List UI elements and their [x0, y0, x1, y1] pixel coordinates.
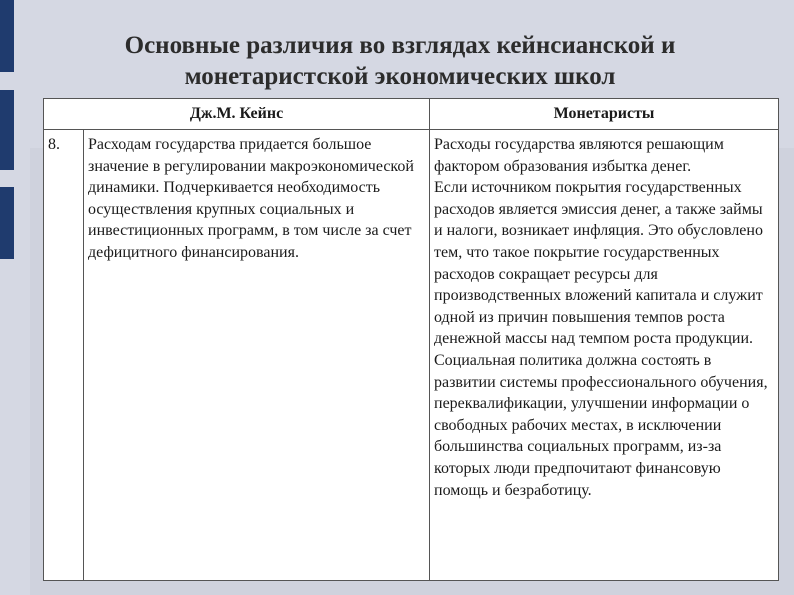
cell-keynes — [84, 130, 430, 581]
comparison-table-wrapper — [43, 98, 778, 580]
header-keynes: Дж.М. Кейнс — [44, 99, 430, 130]
slide-title — [40, 30, 760, 92]
keynes-text: Расходам государства придается большое значение в регулировании макроэкономической динамики. Подчеркивается необходимость осуществления крупных социальных и инвестиционных программ, в том числе за счет дефицитного финансирования. — [88, 136, 414, 261]
cell-monetarists — [430, 130, 779, 581]
decor-bar-2 — [0, 90, 14, 170]
table-header-row — [44, 99, 779, 130]
slide-title-line-1: Основные различия во взглядах кейнсианской и — [124, 32, 676, 59]
monetarists-paragraph-2: Если источником покрытия государственных расходов является эмиссия денег, а также займы и налоги, возникает инфляция. Это обусловлено тем, что такое покрытие государственных расходов сокращает ресурсы для производственных вложений капитала и служит одной из причин повышения темпов роста денежной массы над темпом роста продукции. — [434, 179, 763, 348]
slide-title-line-2: монетаристской экономических школ — [184, 63, 616, 90]
monetarists-paragraph-1: Расходы государства являются решающим фактором образования избытка денег. — [434, 136, 724, 175]
decor-bar-3 — [0, 187, 14, 259]
decor-bar-1 — [0, 0, 14, 72]
comparison-table — [43, 98, 779, 581]
monetarists-paragraph-3: Социальная политика должна состоять в развитии системы профессионального обучения, переквалификации, улучшении информации о свободных рабочих местах, в исключении большинства социальных программ, из-за которых люди предпочитают финансовую помощь и безработицу. — [434, 351, 768, 499]
row-number: 8. — [44, 130, 84, 581]
header-monetarists: Монетаристы — [430, 99, 779, 130]
table-row — [44, 130, 779, 581]
